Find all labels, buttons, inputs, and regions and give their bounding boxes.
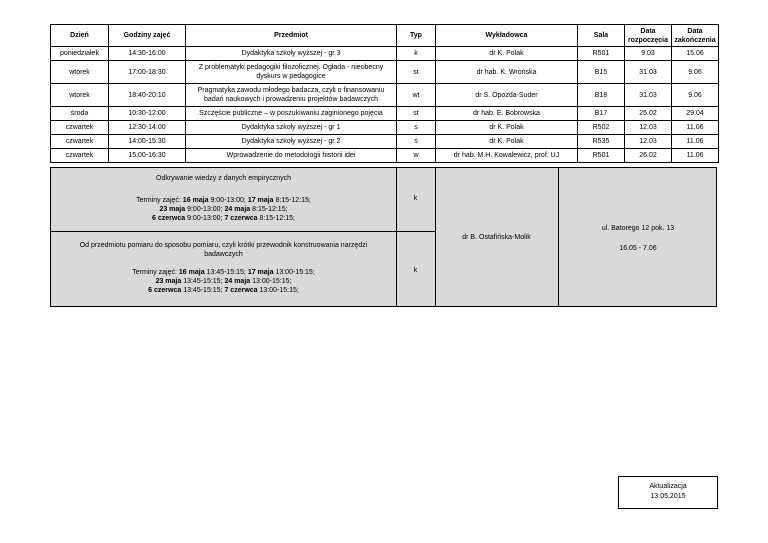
end-date-cell: 11.06 xyxy=(672,135,719,149)
table-row xyxy=(51,149,719,163)
update-date: 13.05.2015 xyxy=(650,493,686,500)
lecturer-cell: dr K. Polak xyxy=(436,135,578,149)
course2-terms xyxy=(51,268,396,295)
table-row xyxy=(51,107,719,121)
type-cell: st xyxy=(397,107,436,121)
start-date-cell: 25.02 xyxy=(625,107,672,121)
hours-cell: 15:00-16:30 xyxy=(109,149,186,163)
course1-terms xyxy=(51,196,396,223)
end-date-cell: 9.06 xyxy=(672,84,719,107)
divider xyxy=(51,231,436,232)
special-lecturer: dr B. Ostafińska-Molik xyxy=(462,234,531,241)
subject-cell: Dydaktyka szkoły wyższej - gr 1 xyxy=(186,121,397,135)
header-subject: Przedmiot xyxy=(186,25,397,47)
lecturer-cell: dr S. Opozda-Suder xyxy=(436,84,578,107)
header-start-date: Data rozpoczęcia xyxy=(625,25,672,47)
header-end-date: Data zakończenia xyxy=(672,25,719,47)
header-hours: Godziny zajęć xyxy=(109,25,186,47)
lecturer-cell: dr hab. E. Bobrowska xyxy=(436,107,578,121)
type-cell: s xyxy=(397,121,436,135)
end-date-cell: 15.06 xyxy=(672,47,719,61)
course1-title: Odkrywanie wiedzy z danych empirycznych xyxy=(156,175,291,182)
start-date-cell: 12.03 xyxy=(625,121,672,135)
table-row xyxy=(51,84,719,107)
type-cell: wt xyxy=(397,84,436,107)
type-cell: s xyxy=(397,135,436,149)
start-date-cell: 12.03 xyxy=(625,135,672,149)
end-date-cell: 11.06 xyxy=(672,149,719,163)
end-date-cell: 9.06 xyxy=(672,61,719,84)
lecturer-cell: dr K. Polak xyxy=(436,121,578,135)
schedule-table xyxy=(50,24,719,163)
lecturer-cell: dr hab. K. Wrońska xyxy=(436,61,578,84)
divider xyxy=(396,168,397,306)
end-date-cell: 29.04 xyxy=(672,107,719,121)
course1-terms-line2: 23 maja 9:00-13:00; 24 maja 8:15-12:15; xyxy=(159,206,288,213)
course2-type: k xyxy=(413,267,418,274)
course2-title: Od przedmiotu pomiaru do sposobu pomiaru, czyli krótki przewodnik konstruowania narzędzi badawczych xyxy=(79,242,368,258)
subject-cell: Pragmatyka zawodu młodego badacza, czyli o finansowaniu badań naukowych i prowadzeniu projektów badawczych xyxy=(186,84,397,107)
table-row xyxy=(51,61,719,84)
header-lecturer: Wykładowca xyxy=(436,25,578,47)
type-cell: st xyxy=(397,61,436,84)
room-cell: B17 xyxy=(578,107,625,121)
room-cell: R501 xyxy=(578,47,625,61)
lecturer-cell: dr K. Polak xyxy=(436,47,578,61)
hours-cell: 12:30-14:00 xyxy=(109,121,186,135)
end-date-cell: 11.06 xyxy=(672,121,719,135)
start-date-cell: 26.02 xyxy=(625,149,672,163)
hours-cell: 10:30-12:00 xyxy=(109,107,186,121)
update-label: Aktualizacja xyxy=(649,483,687,490)
course1-terms-line1: Terminy zajęć: 16 maja 9:00-13:00; 17 maja 8:15-12:15; xyxy=(136,197,311,204)
subject-cell: Dydaktyka szkoły wyższej - gr 2 xyxy=(186,135,397,149)
header-row xyxy=(51,25,719,47)
course1-type: k xyxy=(413,195,418,202)
hours-cell: 14:30-16:00 xyxy=(109,47,186,61)
start-date-cell: 9.03 xyxy=(625,47,672,61)
day-cell: czwartek xyxy=(51,135,109,149)
table-row xyxy=(51,121,719,135)
header-room: Sala xyxy=(578,25,625,47)
table-row xyxy=(51,135,719,149)
day-cell: poniedziałek xyxy=(51,47,109,61)
special-room: ul. Batorego 12 pok. 13 xyxy=(601,225,675,232)
header-day: Dzień xyxy=(51,25,109,47)
special-courses-block xyxy=(50,167,717,307)
room-cell: B18 xyxy=(578,84,625,107)
hours-cell: 17:00-18:30 xyxy=(109,61,186,84)
subject-cell: Wprowadzenie do metodologii historii idei xyxy=(186,149,397,163)
table-row xyxy=(51,47,719,61)
room-cell: B15 xyxy=(578,61,625,84)
subject-cell: Szczęście publiczne – w poszukiwaniu zaginionego pojęcia xyxy=(186,107,397,121)
day-cell: środa xyxy=(51,107,109,121)
type-cell: k xyxy=(397,47,436,61)
start-date-cell: 31.03 xyxy=(625,84,672,107)
room-cell: R535 xyxy=(578,135,625,149)
lecturer-cell: dr hab. M.H. Kowalewicz, prof. UJ xyxy=(436,149,578,163)
room-cell: R501 xyxy=(578,149,625,163)
day-cell: czwartek xyxy=(51,121,109,135)
subject-cell: Z problematyki pedagogiki filozoficznej. Ogłada - nieobecny dyskurs w pedagogice xyxy=(186,61,397,84)
update-box xyxy=(618,476,718,509)
divider xyxy=(558,168,559,306)
hours-cell: 14:00-15:30 xyxy=(109,135,186,149)
course2-terms-line1: Terminy zajęć: 16 maja 13:45-15:15; 17 maja 13:00-15:15; xyxy=(132,269,315,276)
room-cell: R502 xyxy=(578,121,625,135)
hours-cell: 18:40-20:10 xyxy=(109,84,186,107)
day-cell: wtorek xyxy=(51,61,109,84)
subject-cell: Dydaktyka szkoły wyższej - gr 3 xyxy=(186,47,397,61)
special-dates: 16.05 - 7.06 xyxy=(619,245,657,252)
course2-terms-line3: 6 czerwca 13:45-15:15; 7 czerwca 13:00-15:15; xyxy=(148,287,299,294)
day-cell: czwartek xyxy=(51,149,109,163)
start-date-cell: 31.03 xyxy=(625,61,672,84)
header-type: Typ xyxy=(397,25,436,47)
type-cell: w xyxy=(397,149,436,163)
day-cell: wtorek xyxy=(51,84,109,107)
course2-terms-line2: 23 maja 13:45-15:15; 24 maja 13:00-15:15; xyxy=(155,278,292,285)
course1-terms-line3: 6 czerwca 9:00-13:00; 7 czerwca 8:15-12:15; xyxy=(152,215,295,222)
